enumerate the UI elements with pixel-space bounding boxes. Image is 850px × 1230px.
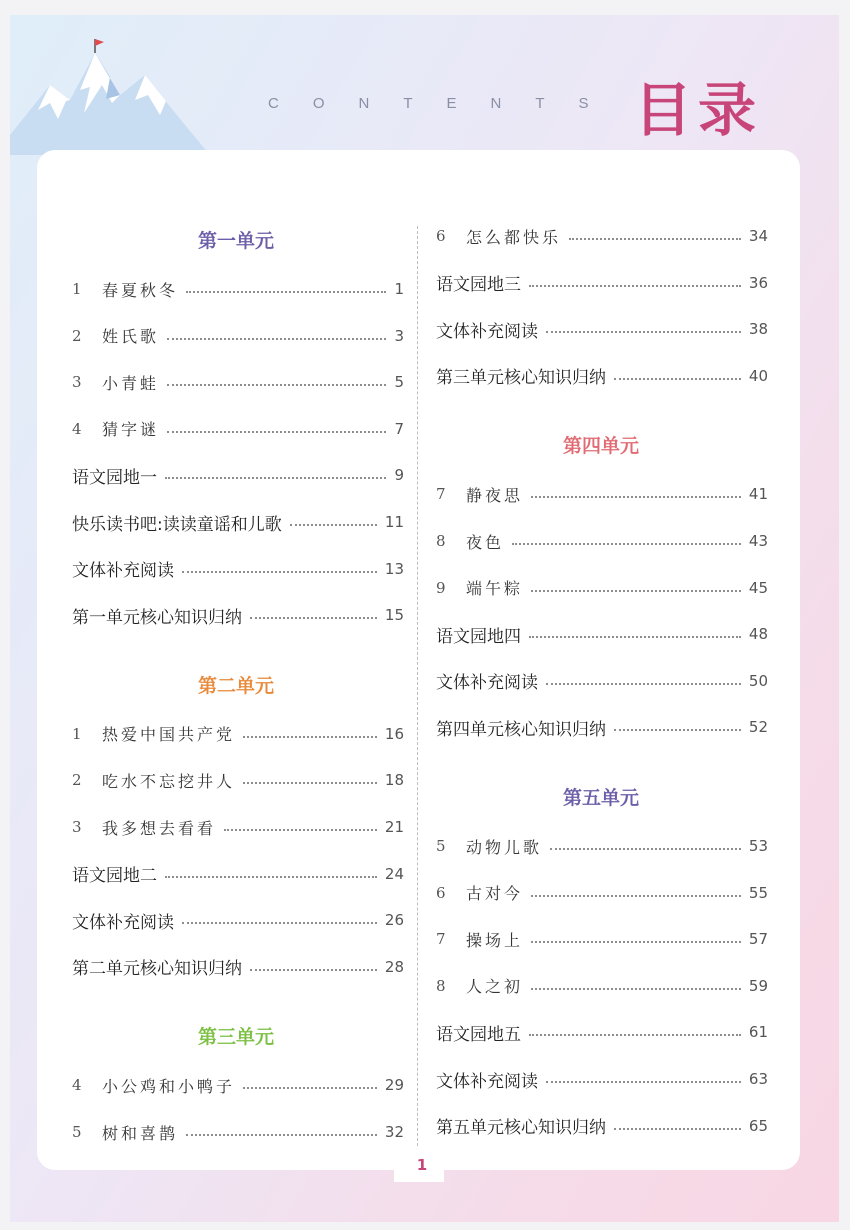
toc-lesson-row[interactable] <box>436 926 768 952</box>
entry-label: 语文园地四 <box>436 626 521 647</box>
lesson-number: 1 <box>72 280 82 298</box>
lesson-number: 3 <box>72 818 82 836</box>
entry-page-number: 59 <box>748 976 768 995</box>
toc-lesson-row[interactable] <box>436 833 768 859</box>
dot-leader <box>550 848 741 850</box>
toc-section-row[interactable] <box>436 714 768 740</box>
entry-page-number: 45 <box>748 578 768 597</box>
entry-page-number: 65 <box>748 1116 768 1135</box>
entry-page-number: 9 <box>394 466 404 485</box>
toc-section-row[interactable] <box>72 462 404 488</box>
lesson-number: 6 <box>436 227 446 245</box>
lesson-number: 5 <box>72 1123 82 1141</box>
contents-card <box>37 150 800 1170</box>
entry-page-number: 11 <box>384 513 404 531</box>
entry-label: 静夜思 <box>466 485 524 505</box>
entry-page-number: 28 <box>384 957 404 976</box>
toc-section-row[interactable] <box>436 1113 768 1139</box>
dot-leader <box>182 922 377 924</box>
entry-page-number: 50 <box>748 671 768 690</box>
lesson-number: 1 <box>72 724 82 743</box>
entry-page-number: 21 <box>384 818 404 836</box>
entry-label: 文体补充阅读 <box>72 912 174 933</box>
page-number: 1 <box>416 1156 428 1174</box>
toc-lesson-row[interactable] <box>436 880 768 906</box>
mountain-illustration <box>10 15 210 155</box>
lesson-number: 6 <box>436 883 446 902</box>
toc-lesson-row[interactable] <box>72 721 404 747</box>
toc-lesson-row[interactable] <box>72 369 404 395</box>
dot-leader <box>250 617 377 619</box>
lesson-number: 8 <box>436 976 446 995</box>
entry-page-number: 15 <box>384 606 404 625</box>
lesson-number: 7 <box>436 485 446 504</box>
entry-label: 文体补充阅读 <box>436 673 538 694</box>
entry-label: 语文园地三 <box>436 275 521 296</box>
entry-label: 第四单元核心知识归纳 <box>436 719 606 740</box>
entry-page-number: 13 <box>384 559 404 578</box>
unit-title: 第五单元 <box>562 787 639 809</box>
entry-page-number: 43 <box>748 532 768 550</box>
toc-lesson-row[interactable] <box>72 323 404 349</box>
toc-section-row[interactable] <box>436 1066 768 1092</box>
toc-section-row[interactable] <box>72 602 404 628</box>
dot-leader <box>250 969 377 971</box>
contents-label: CONTENTS <box>268 95 623 112</box>
flag-icon <box>95 39 104 46</box>
toc-lesson-row[interactable] <box>72 767 404 793</box>
entry-page-number: 40 <box>748 366 768 385</box>
dot-leader <box>243 782 377 784</box>
entry-page-number: 34 <box>748 227 768 245</box>
entry-label: 猜字谜 <box>102 420 160 440</box>
dot-leader <box>243 736 377 738</box>
entry-page-number: 24 <box>384 864 404 883</box>
dot-leader <box>614 1128 741 1130</box>
entry-page-number: 55 <box>748 883 768 902</box>
dot-leader <box>186 291 386 293</box>
entry-label: 人之初 <box>466 977 524 997</box>
unit-title: 第二单元 <box>197 674 274 697</box>
entry-page-number: 16 <box>384 724 404 743</box>
dot-leader <box>569 238 741 240</box>
entry-label: 第一单元核心知识归纳 <box>72 607 242 628</box>
dot-leader <box>167 384 386 386</box>
toc-lesson-row[interactable] <box>436 481 768 507</box>
dot-leader <box>243 1087 377 1089</box>
toc-lesson-row[interactable] <box>72 276 404 302</box>
toc-lesson-row[interactable] <box>72 416 404 442</box>
entry-label: 热爱中国共产党 <box>102 725 236 745</box>
entry-label: 小公鸡和小鸭子 <box>102 1076 236 1096</box>
toc-lesson-row[interactable] <box>72 814 404 840</box>
entry-page-number: 3 <box>394 326 404 345</box>
dot-leader <box>546 1081 741 1083</box>
entry-label: 操场上 <box>466 930 524 950</box>
lesson-number: 5 <box>436 837 446 855</box>
entry-label: 小青蛙 <box>102 373 160 393</box>
dot-leader <box>165 477 386 479</box>
entry-label: 姓氏歌 <box>102 327 160 347</box>
page-title: 目录 <box>634 76 763 144</box>
entry-label: 我多想去看看 <box>102 818 217 838</box>
entry-page-number: 48 <box>748 625 768 644</box>
dot-leader <box>531 590 741 592</box>
entry-page-number: 1 <box>394 280 404 298</box>
toc-lesson-row[interactable] <box>436 973 768 999</box>
entry-label: 第五单元核心知识归纳 <box>436 1118 606 1139</box>
lesson-number: 2 <box>72 771 82 790</box>
dot-leader <box>529 285 741 287</box>
lesson-number: 4 <box>72 1076 82 1095</box>
dot-leader <box>546 683 741 685</box>
entry-page-number: 26 <box>384 911 404 930</box>
entry-label: 古对今 <box>466 884 524 904</box>
toc-lesson-row[interactable] <box>72 1072 404 1098</box>
entry-label: 快乐读书吧:读读童谣和儿歌 <box>72 514 282 535</box>
entry-page-number: 63 <box>748 1070 768 1088</box>
dot-leader <box>182 571 377 573</box>
lesson-number: 9 <box>436 578 446 597</box>
entry-page-number: 5 <box>394 373 404 392</box>
unit-title: 第四单元 <box>562 435 639 458</box>
entry-label: 语文园地五 <box>436 1024 521 1045</box>
toc-lesson-row[interactable] <box>72 1119 404 1145</box>
lesson-number: 3 <box>72 373 82 392</box>
entry-label: 端午粽 <box>466 579 524 599</box>
entry-label: 文体补充阅读 <box>436 1071 538 1092</box>
toc-lesson-row[interactable] <box>436 575 768 601</box>
entry-label: 语文园地二 <box>72 866 157 887</box>
lesson-number: 8 <box>436 532 446 550</box>
dot-leader <box>165 876 377 878</box>
dot-leader <box>186 1134 377 1136</box>
lesson-number: 2 <box>72 326 82 345</box>
entry-label: 语文园地一 <box>72 467 157 488</box>
toc-section-row[interactable] <box>436 316 768 342</box>
toc-lesson-row[interactable] <box>436 528 768 554</box>
toc-section-row[interactable] <box>72 509 404 535</box>
entry-label: 树和喜鹊 <box>102 1123 179 1143</box>
entry-label: 吃水不忘挖井人 <box>102 771 236 791</box>
entry-label: 文体补充阅读 <box>72 561 174 582</box>
entry-page-number: 57 <box>748 930 768 949</box>
column-divider <box>417 226 418 1166</box>
toc-section-row[interactable] <box>436 668 768 694</box>
dot-leader <box>290 524 377 526</box>
entry-label: 动物儿歌 <box>466 837 543 857</box>
entry-page-number: 61 <box>748 1023 768 1042</box>
toc-section-row[interactable] <box>436 621 768 647</box>
dot-leader <box>224 829 377 831</box>
entry-label: 第二单元核心知识归纳 <box>72 959 242 980</box>
entry-label: 夜色 <box>466 532 505 552</box>
dot-leader <box>529 1034 741 1036</box>
entry-label: 文体补充阅读 <box>436 321 538 342</box>
entry-page-number: 7 <box>394 419 404 438</box>
entry-page-number: 53 <box>748 837 768 855</box>
toc-section-row[interactable] <box>72 556 404 582</box>
toc-section-row[interactable] <box>72 907 404 933</box>
toc-section-row[interactable] <box>436 363 768 389</box>
entry-page-number: 38 <box>748 320 768 339</box>
dot-leader <box>531 496 741 498</box>
dot-leader <box>614 378 741 380</box>
dot-leader <box>546 331 741 333</box>
toc-section-row[interactable] <box>72 954 404 980</box>
toc-section-row[interactable] <box>436 1019 768 1045</box>
entry-label: 第三单元核心知识归纳 <box>436 368 606 389</box>
unit-title: 第一单元 <box>197 230 274 252</box>
unit-title: 第三单元 <box>197 1026 274 1049</box>
toc-section-row[interactable] <box>436 270 768 296</box>
lesson-number: 7 <box>436 930 446 949</box>
dot-leader <box>167 431 386 433</box>
dot-leader <box>529 636 741 638</box>
entry-page-number: 18 <box>384 771 404 790</box>
dot-leader <box>531 941 741 943</box>
dot-leader <box>531 988 741 990</box>
dot-leader <box>167 338 386 340</box>
entry-page-number: 41 <box>748 485 768 504</box>
dot-leader <box>531 895 741 897</box>
entry-page-number: 32 <box>384 1123 404 1141</box>
entry-page-number: 52 <box>748 718 768 737</box>
lesson-number: 4 <box>72 419 82 438</box>
dot-leader <box>512 543 741 545</box>
toc-lesson-row[interactable] <box>436 223 768 249</box>
entry-page-number: 29 <box>384 1076 404 1095</box>
entry-page-number: 36 <box>748 273 768 292</box>
dot-leader <box>614 729 741 731</box>
entry-label: 春夏秋冬 <box>102 280 179 300</box>
entry-label: 怎么都快乐 <box>466 227 562 247</box>
toc-section-row[interactable] <box>72 861 404 887</box>
